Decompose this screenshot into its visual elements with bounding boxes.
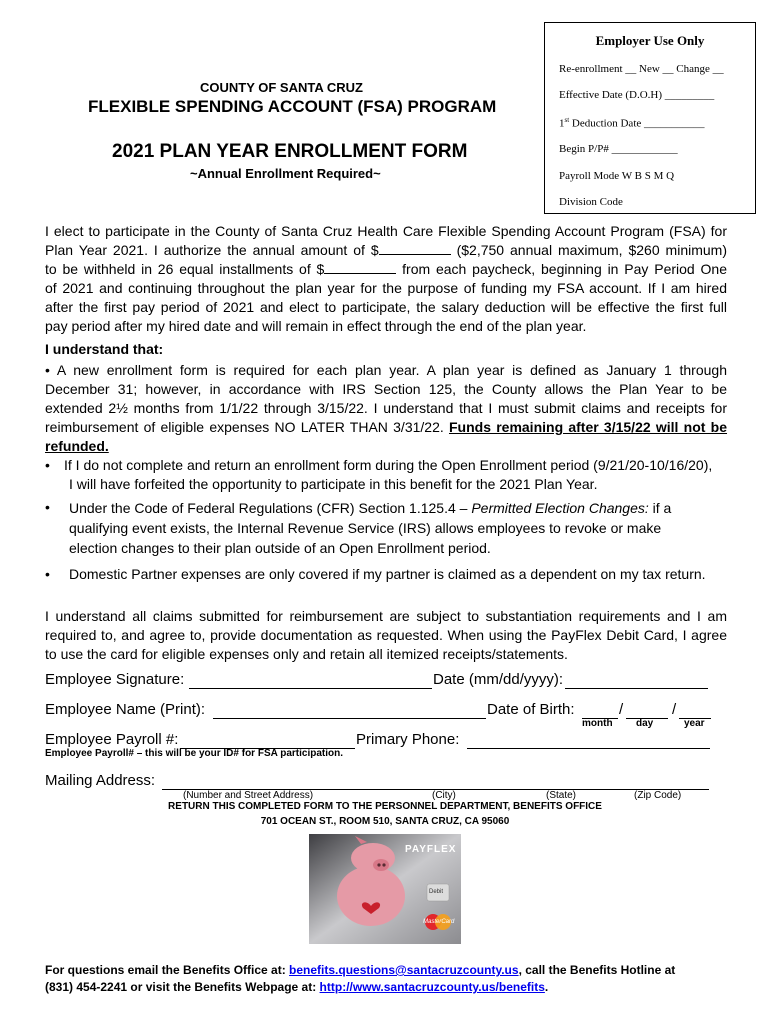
payflex-logo: PAYFLEX xyxy=(405,844,457,855)
claims-line: to use the card for eligible expenses only and retain all itemized receipts/statements. xyxy=(45,646,568,662)
piggy-bank-head xyxy=(351,843,395,873)
month-caption: month xyxy=(582,718,613,729)
reenrollment-line: Re-enrollment __ New __ Change __ xyxy=(559,63,724,75)
state-caption: (State) xyxy=(546,790,577,801)
name-label: Employee Name (Print): xyxy=(45,701,206,718)
claims-paragraph xyxy=(45,607,727,664)
division-code-line: Division Code xyxy=(559,196,623,208)
date-field[interactable] xyxy=(565,688,708,689)
bullet-domestic-partner xyxy=(45,565,735,584)
name-field[interactable] xyxy=(213,718,486,719)
dob-slash: / xyxy=(619,701,624,718)
bullet-text xyxy=(69,498,727,518)
claims-line: I understand all claims submitted for reimbursement are subject to substantiation requirements and I am xyxy=(45,608,727,624)
first-deduction-sup: st xyxy=(564,116,570,124)
election-line: I elect to participate in the County of Santa Cruz Health Care Flexible Spending Account Program (FSA) for xyxy=(45,223,727,239)
employer-use-box xyxy=(544,22,756,214)
funds-warning: Funds remaining after 3/15/22 will not be xyxy=(448,419,728,435)
bullet-text: qualifying event exists, the Internal Revenue Service (IRS) allows employees to revoke or make xyxy=(69,520,662,536)
footer-text: , call the Benefits Hotline at xyxy=(518,963,676,977)
bullet-dot: • xyxy=(45,566,50,582)
payflex-card-image xyxy=(309,834,461,944)
footer-contact xyxy=(45,962,745,996)
first-deduction-num: 1 xyxy=(559,117,565,130)
benefits-email-link[interactable]: benefits.questions@santacruzcounty.us xyxy=(289,963,519,977)
election-paragraph xyxy=(45,222,727,336)
bullet-text: election changes to their plan outside of an Open Enrollment period. xyxy=(69,540,491,556)
benefits-webpage-link[interactable]: http://www.santacruzcounty.us/benefits xyxy=(319,980,545,994)
footer-text: (831) 454-2241 or visit the Benefits Webpage at: xyxy=(45,980,320,994)
bullet-text: If I do not complete and return an enrollment form during the Open Enrollment period (9/21/20-10/16/20), xyxy=(64,457,713,473)
piggy-snout xyxy=(373,859,389,871)
signature-label: Employee Signature: xyxy=(45,671,185,688)
bullet-line: • A new enrollment form is required for each plan year. A plan year is defined as January 1 through xyxy=(45,362,727,378)
employer-box-title: Employer Use Only xyxy=(595,33,705,48)
zip-caption: (Zip Code) xyxy=(634,790,682,801)
date-label: Date (mm/dd/yyyy): xyxy=(433,671,564,688)
program-heading: FLEXIBLE SPENDING ACCOUNT (FSA) PROGRAM xyxy=(88,97,497,116)
payroll-note: Employee Payroll# – this will be your ID# for FSA participation. xyxy=(45,748,344,759)
county-heading: COUNTY OF SANTA CRUZ xyxy=(200,80,363,95)
bullet-text: Domestic Partner expenses are only covered if my partner is claimed as a dependent on my tax return. xyxy=(69,566,706,582)
return-instructions: RETURN THIS COMPLETED FORM TO THE PERSONNEL DEPARTMENT, BENEFITS OFFICE xyxy=(168,801,602,812)
begin-pp-line: Begin P/P# ____________ xyxy=(559,143,678,155)
bullet-dot: • xyxy=(45,457,50,473)
payroll-label: Employee Payroll #: xyxy=(45,731,179,748)
mailing-label: Mailing Address: xyxy=(45,772,156,789)
bullet-cfr xyxy=(45,498,727,558)
debit-label: Debit xyxy=(429,889,444,895)
signature-field[interactable] xyxy=(189,688,432,689)
city-caption: (City) xyxy=(432,790,456,801)
piggy-nostril xyxy=(377,863,380,866)
bullet-line xyxy=(45,418,727,437)
bullet-open-enrollment xyxy=(45,456,727,494)
dob-label: Date of Birth: xyxy=(487,701,575,718)
effective-date-line: Effective Date (D.O.H) _________ xyxy=(559,89,715,101)
bullet-text: I will have forfeited the opportunity to participate in this benefit for the 2021 Plan Year. xyxy=(69,476,598,492)
annual-enrollment-note: ~Annual Enrollment Required~ xyxy=(190,166,381,181)
bullet-line xyxy=(45,437,727,456)
mastercard-label: MasterCard xyxy=(423,919,455,925)
annual-amount-blank[interactable] xyxy=(379,254,451,255)
footer-line xyxy=(45,962,745,979)
street-caption: (Number and Street Address) xyxy=(183,790,314,801)
election-text: to be withheld in 26 equal installments of $ xyxy=(45,261,325,277)
first-deduction-rest: Deduction Date ___________ xyxy=(569,117,705,130)
claims-line: required to, and agree to, provide documentation as requested. When using the PayFlex Debit Card, I agree xyxy=(45,627,727,643)
piggy-bank-body xyxy=(337,866,405,926)
dob-slash: / xyxy=(672,701,677,718)
payroll-mode-line: Payroll Mode W B S M Q xyxy=(559,170,675,182)
form-title: 2021 PLAN YEAR ENROLLMENT FORM xyxy=(112,141,468,162)
installment-amount-blank[interactable] xyxy=(324,273,396,274)
return-address: 701 OCEAN ST., ROOM 510, SANTA CRUZ, CA 95060 xyxy=(260,816,510,827)
footer-text: . xyxy=(544,980,549,994)
bullet-line: December 31; however, in accordance with IRS Section 125, the County allows the Plan Year to be xyxy=(45,381,727,397)
footer-line xyxy=(45,979,745,996)
election-line xyxy=(45,260,727,279)
election-text: Plan Year 2021. I authorize the annual amount of $ xyxy=(45,242,379,258)
bullet-line: extended 2½ months from 1/1/22 through 3/15/22. I understand that I must submit claims and receipts for xyxy=(45,400,727,416)
election-line: of 2021 and continuing throughout the plan year for the purpose of funding my FSA account. If I am hired xyxy=(45,280,727,296)
election-line: after the first pay period of 2021 and elect to participate, the salary deduction will be effective the first full xyxy=(45,299,727,315)
bullet-text: Under the Code of Federal Regulations (CFR) Section 1.125.4 – xyxy=(69,500,472,516)
election-line: pay period after my hired date and will remain in effect through the end of the plan year. xyxy=(45,318,587,334)
election-line xyxy=(45,241,727,260)
election-text: from each paycheck, beginning in Pay Period One xyxy=(396,261,727,277)
bullet-text: if a xyxy=(648,500,672,516)
funds-warning-end: refunded. xyxy=(45,438,109,454)
bullet-plan-year xyxy=(45,361,727,456)
permitted-changes: Permitted Election Changes: xyxy=(471,500,649,516)
first-deduction-line xyxy=(559,116,705,130)
footer-text: For questions email the Benefits Office at: xyxy=(45,963,290,977)
piggy-nostril xyxy=(382,863,385,866)
year-caption: year xyxy=(684,718,705,729)
phone-label: Primary Phone: xyxy=(356,731,460,748)
election-text: ($2,750 annual maximum, $260 minimum) xyxy=(450,242,727,258)
phone-field[interactable] xyxy=(467,748,710,749)
day-caption: day xyxy=(636,718,654,729)
understand-heading: I understand that: xyxy=(45,341,164,357)
bullet-text: reimbursement of eligible expenses NO LATER THAN 3/31/22. xyxy=(45,419,449,435)
bullet-dot: • xyxy=(45,499,50,515)
